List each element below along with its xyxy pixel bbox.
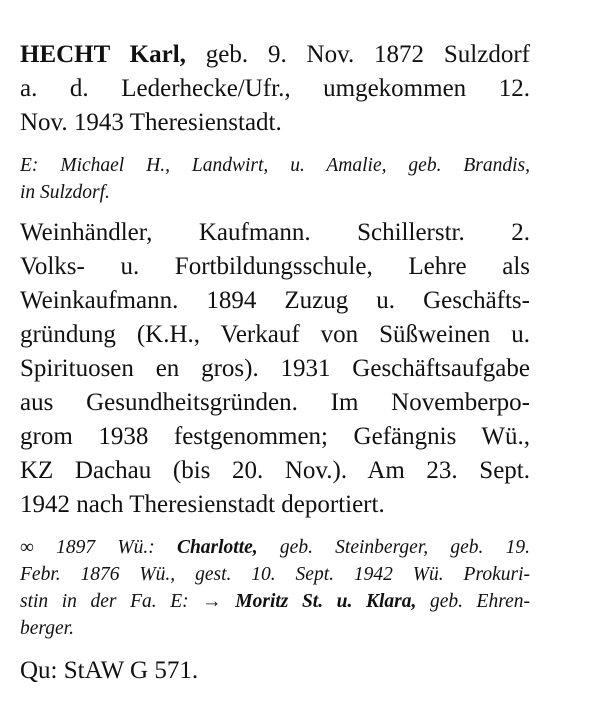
biography-line: 1942 nach Theresienstadt deportiert.: [20, 491, 385, 518]
biography-line: KZ Dachau (bis 20. Nov.). Am 23. Sept.: [20, 457, 530, 484]
person-name: HECHT Karl,: [20, 41, 186, 68]
marriage-symbol: ∞: [20, 537, 34, 558]
biography-line: Spirituosen en gros). 1931 Geschäftsaufgabe: [20, 355, 530, 382]
parents-line-1: E: Michael H., Landwirt, u. Amalie, geb. Brandis,: [20, 155, 530, 176]
parents-info: [20, 152, 530, 206]
sources: [20, 654, 530, 688]
biography-line: Weinhändler, Kaufmann. Schillerstr. 2.: [20, 219, 530, 246]
biography-line: aus Gesundheitsgründen. Im Novemberpo-: [20, 389, 530, 416]
marriage-line-1: [20, 534, 530, 561]
marriage-line-3: [20, 588, 530, 615]
entry-header: [20, 38, 530, 140]
biography-line: Weinkaufmann. 1894 Zuzug u. Geschäfts-: [20, 287, 530, 314]
sources-line: Qu: StAW G 571.: [20, 657, 199, 684]
biography-text: [20, 216, 530, 522]
header-line-3: Nov. 1943 Theresienstadt.: [20, 109, 282, 136]
spouse-parents: Moritz St. u. Klara,: [235, 591, 417, 612]
spouse-name: Charlotte,: [176, 537, 258, 558]
biography-line: grom 1938 festgenommen; Gefängnis Wü.,: [20, 423, 530, 450]
biographical-entry: [20, 38, 530, 688]
biography-line: gründung (K.H., Verkauf von Süßweinen u.: [20, 321, 530, 348]
parents-line-2: in Sulzdorf.: [20, 182, 110, 203]
spouse-birth: geb. Steinberger, geb. 19.: [257, 537, 530, 558]
header-line-1: [20, 38, 530, 72]
header-line-2: a. d. Lederhecke/Ufr., umgekommen 12.: [20, 75, 530, 102]
marriage-line-4: berger.: [20, 618, 74, 639]
spouse-occupation: stin in der Fa. E: →: [20, 591, 236, 612]
marriage-info: [20, 534, 530, 642]
biography-line: Volks- u. Fortbildungsschule, Lehre als: [20, 253, 530, 280]
spouse-mother-maiden: geb. Ehren-: [416, 591, 530, 612]
marriage-date-place: 1897 Wü.:: [33, 537, 177, 558]
marriage-line-2: Febr. 1876 Wü., gest. 10. Sept. 1942 Wü. Prokuri-: [20, 564, 530, 585]
birth-info: geb. 9. Nov. 1872 Sulzdorf: [205, 41, 530, 68]
